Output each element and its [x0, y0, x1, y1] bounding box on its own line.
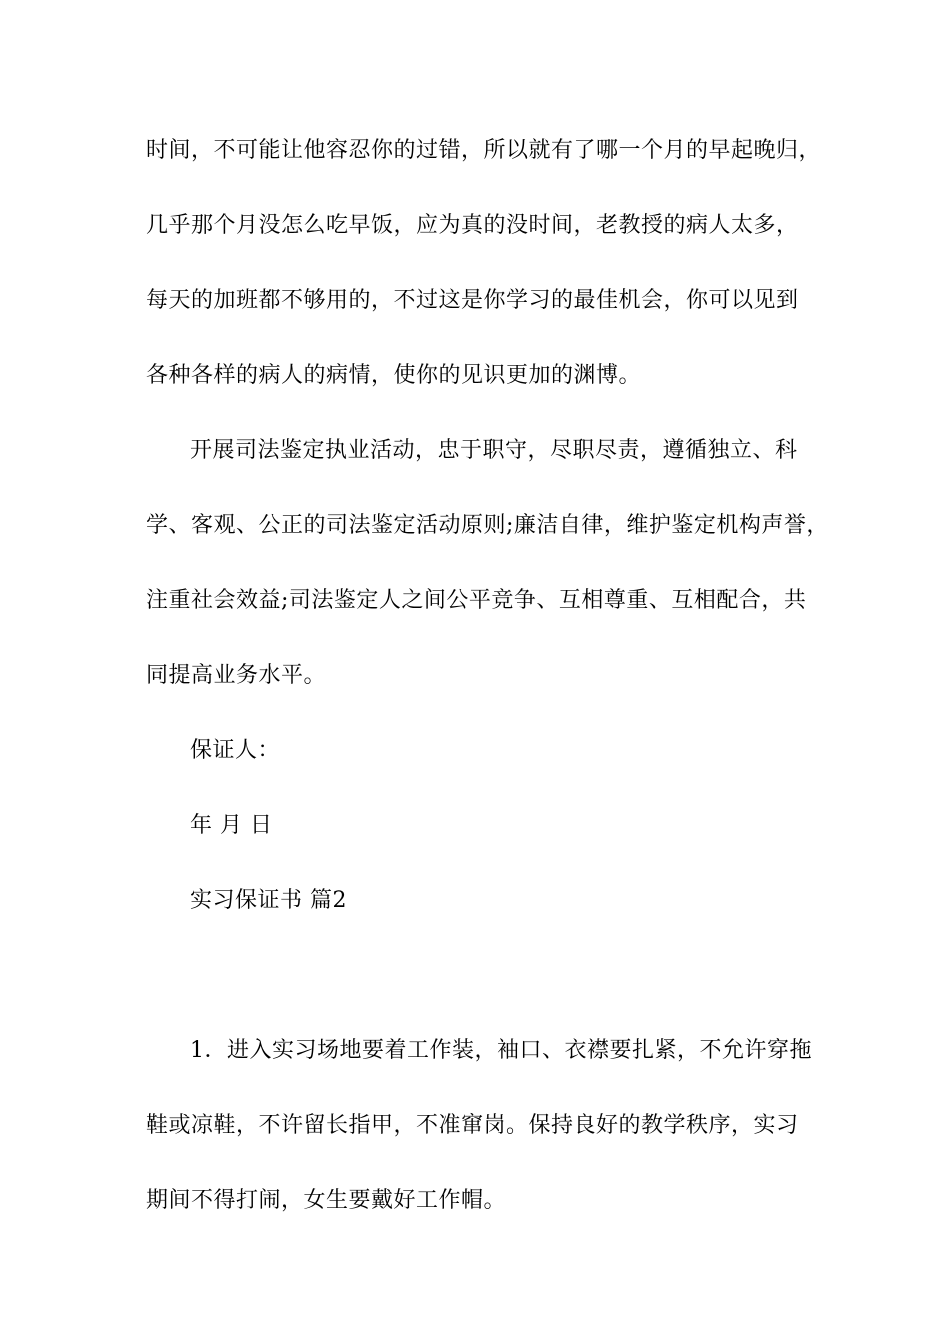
paragraph-line: 鞋或凉鞋，不许留长指甲，不准窜岗。保持良好的教学秩序，实习	[146, 1113, 799, 1138]
paragraph-line: 开展司法鉴定执业活动，忠于职守，尽职尽责，遵循独立、科	[190, 438, 798, 463]
paragraph-line: 注重社会效益;司法鉴定人之间公平竞争、互相尊重、互相配合，共	[146, 588, 807, 613]
paragraph-line: 学、客观、公正的司法鉴定活动原则;廉洁自律，维护鉴定机构声誉，	[146, 513, 829, 538]
guarantor-label: 保证人：	[190, 738, 281, 763]
paragraph-line: 同提高业务水平。	[146, 663, 327, 688]
section-title: 实习保证书 篇2	[190, 888, 347, 913]
paragraph-line: 几乎那个月没怎么吃早饭，应为真的没时间，老教授的病人太多，	[146, 213, 799, 238]
paragraph-line: 1．进入实习场地要着工作装，袖口、衣襟要扎紧，不允许穿拖	[190, 1038, 812, 1063]
paragraph-line: 各种各样的病人的病情，使你的见识更加的渊博。	[146, 363, 642, 388]
paragraph-line: 每天的加班都不够用的，不过这是你学习的最佳机会，你可以见到	[146, 288, 799, 313]
paragraph-line: 时间，不可能让他容忍你的过错，所以就有了哪一个月的早起晚归，	[146, 138, 822, 163]
date-line: 年 月 日	[190, 813, 273, 838]
paragraph-line: 期间不得打闹，女生要戴好工作帽。	[146, 1188, 507, 1213]
